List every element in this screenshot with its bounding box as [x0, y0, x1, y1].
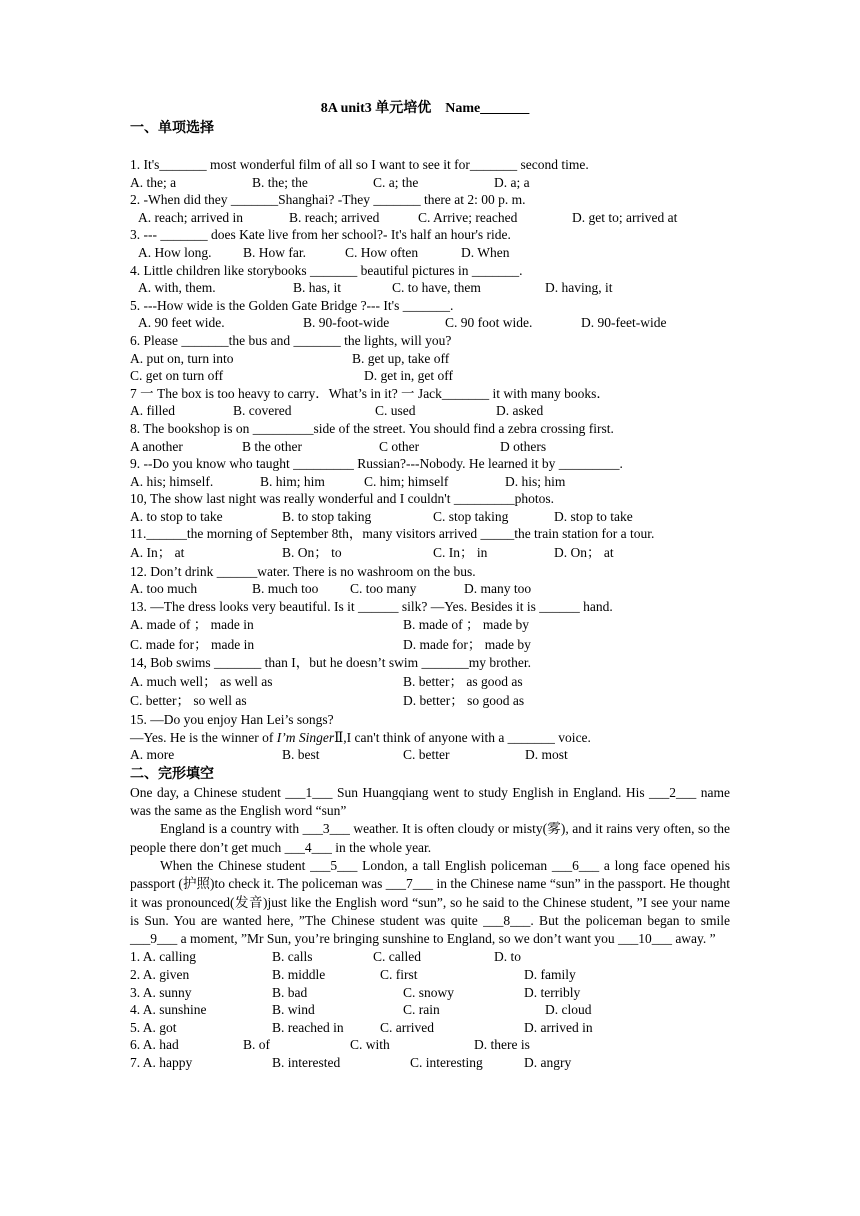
option-d: D. family [524, 966, 576, 982]
question-stem: 11.______the morning of September 8th，many visitors arrived _____the train station for a tour. [130, 526, 655, 542]
option-b: B. 90-foot-wide [303, 315, 390, 331]
question-options [130, 174, 730, 192]
option-c: C. used [375, 403, 416, 419]
option-c: C. to have, them [392, 280, 481, 296]
question-options [130, 543, 730, 563]
question-stem: 4. Little children like storybooks _______ beautiful pictures in _______. [130, 262, 523, 278]
option-d: D others [500, 438, 547, 454]
option-a: 7. A. happy [130, 1054, 193, 1070]
cloze-options [130, 948, 730, 966]
option-c: C. interesting [410, 1054, 483, 1070]
question-stem: 13. —The dress looks very beautiful. Is it ______ silk? —Yes. Besides it is ______ hand. [130, 598, 613, 614]
option-b: B. to stop taking [282, 508, 372, 524]
question-options [130, 244, 730, 262]
question-options [130, 473, 730, 491]
option-c: C. made for； made in [130, 636, 255, 652]
question-stem: 15. —Do you enjoy Han Lei’s songs? [130, 711, 334, 727]
name-blank: _______ [480, 101, 530, 116]
option-b: B. much too [252, 581, 319, 597]
question-options [130, 691, 730, 711]
option-c: C. a; the [373, 174, 419, 190]
option-b: B. calls [272, 949, 313, 965]
option-c: C. 90 foot wide. [445, 315, 533, 331]
option-d: D. his; him [505, 473, 566, 489]
option-a: A. to stop to take [130, 508, 223, 524]
option-b: B. get up, take off [352, 350, 450, 366]
option-b: B. the; the [252, 174, 308, 190]
option-b: B the other [242, 438, 302, 454]
option-b: B. middle [272, 966, 326, 982]
option-b: B. wind [272, 1002, 315, 1018]
option-b: B. reach; arrived [289, 209, 380, 225]
option-d: D. many too [464, 581, 532, 597]
option-d: D. When [461, 244, 510, 260]
question-options [130, 279, 730, 297]
option-d: D. made for； made by [403, 636, 531, 652]
option-a: 5. A. got [130, 1019, 177, 1035]
option-a: 2. A. given [130, 966, 190, 982]
option-b: B. best [282, 747, 320, 763]
option-c: C. rain [403, 1002, 440, 1018]
option-c: C. stop taking [433, 508, 509, 524]
option-c: C. first [380, 966, 418, 982]
option-c: C. How often [345, 244, 419, 260]
option-d: D. most [525, 747, 568, 763]
option-a: A. reach; arrived in [138, 209, 243, 225]
option-c: C. with [350, 1037, 390, 1053]
option-d: D. to [494, 949, 521, 965]
question-stem: 10, The show last night was really wonderful and I couldn't _________photos. [130, 491, 554, 507]
cloze-options [130, 1036, 730, 1054]
option-d: D. asked [496, 403, 544, 419]
question-stem: 1. It's_______ most wonderful film of all so I want to see it for_______ second time. [130, 157, 589, 172]
question-options [130, 635, 730, 655]
option-b: B. made of ； made by [403, 617, 529, 633]
cloze-paragraph: England is a country with ___3___ weather. It is often cloudy or misty(雾), and it rains very often, so the people there don’t get much ___4___ in the whole year. [130, 821, 730, 855]
option-a: 6. A. had [130, 1037, 179, 1053]
question-options [130, 615, 730, 635]
section-heading-single-choice: 一、单项选择 [130, 120, 214, 136]
option-d: D. cloud [545, 1002, 592, 1018]
option-a: A. his; himself. [130, 473, 214, 489]
option-c: C. arrived [380, 1019, 434, 1035]
option-b: B. How far. [243, 244, 306, 260]
option-a: A. much well； as well as [130, 673, 273, 689]
question-stem: 6. Please _______the bus and _______ the lights, will you? [130, 332, 452, 348]
option-a: 1. A. calling [130, 949, 196, 965]
option-b: B. better； as good as [403, 673, 523, 689]
question-stem: 5. ---How wide is the Golden Gate Bridge ?--- It's _______. [130, 297, 454, 313]
option-c: C. better [403, 747, 450, 763]
title-text: 8A unit3 单元培优 [320, 101, 432, 116]
option-c: C. get on turn off [130, 368, 224, 384]
option-a: A. made of ； made in [130, 617, 254, 633]
option-d: D. On； at [554, 545, 614, 561]
option-c: C. snowy [403, 984, 455, 1000]
option-b: B. bad [272, 984, 308, 1000]
option-a: A. put on, turn into [130, 350, 234, 366]
option-d: D. 90-feet-wide [581, 315, 667, 331]
cloze-options [130, 984, 730, 1002]
option-d: D. angry [524, 1054, 572, 1070]
cloze-options [130, 1019, 730, 1037]
option-d: D. terribly [524, 984, 581, 1000]
question-stem: 9. --Do you know who taught _________ Russian?---Nobody. He learned it by _________. [130, 456, 623, 472]
option-c: C. called [373, 949, 421, 965]
cloze-options [130, 1054, 730, 1072]
option-a: 3. A. sunny [130, 984, 192, 1000]
question-stem: 7 一 The box is too heavy to carry．What’s in it? 一 Jack_______ it with many books． [130, 385, 610, 401]
question-options [130, 367, 730, 385]
question-options [130, 580, 730, 598]
option-d: D. there is [474, 1037, 530, 1053]
option-a: A. 90 feet wide. [138, 315, 225, 331]
worksheet-page [130, 100, 730, 1072]
option-b: B. has, it [293, 280, 342, 296]
option-b: B. of [243, 1037, 270, 1053]
cloze-options [130, 1001, 730, 1019]
option-a: A. How long. [138, 244, 212, 260]
question-options [130, 314, 730, 332]
option-c: C. better； so well as [130, 693, 247, 709]
question-options [130, 508, 730, 526]
question-stem: 3. --- _______ does Kate live from her school?- It's half an hour's ride. [130, 227, 511, 243]
option-c: C. too many [350, 581, 417, 597]
option-b: B. him; him [260, 473, 325, 489]
option-b: B. covered [233, 403, 292, 419]
option-a: A. too much [130, 581, 198, 597]
show-title: I’m Singer [276, 729, 335, 745]
option-a: A. In； at [130, 545, 185, 561]
option-c: C other [379, 438, 420, 454]
cloze-paragraph: One day, a Chinese student ___1___ Sun Huangqiang went to study English in England. His ___2___ name was the same as the English word “sun” [130, 784, 730, 819]
option-c: C. Arrive; reached [418, 209, 518, 225]
question-options [130, 350, 730, 368]
question-stem: 12. Don’t drink ______water. There is no washroom on the bus. [130, 563, 476, 579]
question-options [130, 402, 730, 420]
option-a: A. the; a [130, 174, 177, 190]
option-c: C. In； in [433, 545, 488, 561]
option-d: D. better； so good as [403, 693, 525, 709]
cloze-paragraph: When the Chinese student ___5___ London, a tall English policeman ___6___ a long face opened his passport (护照)to check it. The policeman was ___7___ in the Chinese name “sun” in the passport. He thought it was pronounced(发音)just like the English word “sun”, so he said to the Chinese student, ”I see your name is Sun. You are wanted here, ”The Chinese student was quite ___8___. But the policeman began to smile ___9___ a moment, ”Mr Sun, you’re bringing sunshine to England, so we don’t want you ___10___ away. ” [130, 857, 730, 947]
option-d: D. stop to take [554, 508, 633, 524]
name-label: Name [445, 101, 481, 116]
question-options [130, 438, 730, 456]
question-options [130, 746, 730, 764]
section-heading-cloze: 二、完形填空 [130, 765, 214, 782]
option-a: 4. A. sunshine [130, 1002, 207, 1018]
option-b: B. reached in [272, 1019, 344, 1035]
option-c: C. him; himself [364, 473, 449, 489]
option-d: D. arrived in [524, 1019, 593, 1035]
option-a: A. with, them. [138, 280, 216, 296]
option-a: A another [130, 438, 183, 454]
question-stem-answer: —Yes. He is the winner of I’m SingerⅡ,I can't think of anyone with a _______ voice. [130, 729, 591, 745]
question-options [130, 209, 730, 227]
option-b: B. On； to [282, 545, 342, 561]
option-d: D. get in, get off [364, 368, 453, 384]
question-stem: 14, Bob swims _______ than I，but he doesn’t swim _______my brother. [130, 655, 531, 671]
worksheet-title [120, 100, 730, 118]
option-d: D. having, it [545, 280, 613, 296]
option-a: A. more [130, 747, 175, 763]
option-a: A. filled [130, 403, 175, 419]
cloze-options [130, 966, 730, 984]
question-stem: 8. The bookshop is on _________side of the street. You should find a zebra crossing first. [130, 420, 614, 436]
option-d: D. a; a [494, 174, 530, 190]
question-stem: 2. -When did they _______Shanghai? -They _______ there at 2: 00 p. m. [130, 192, 526, 208]
option-b: B. interested [272, 1054, 341, 1070]
option-d: D. get to; arrived at [572, 209, 678, 225]
question-options [130, 672, 730, 692]
